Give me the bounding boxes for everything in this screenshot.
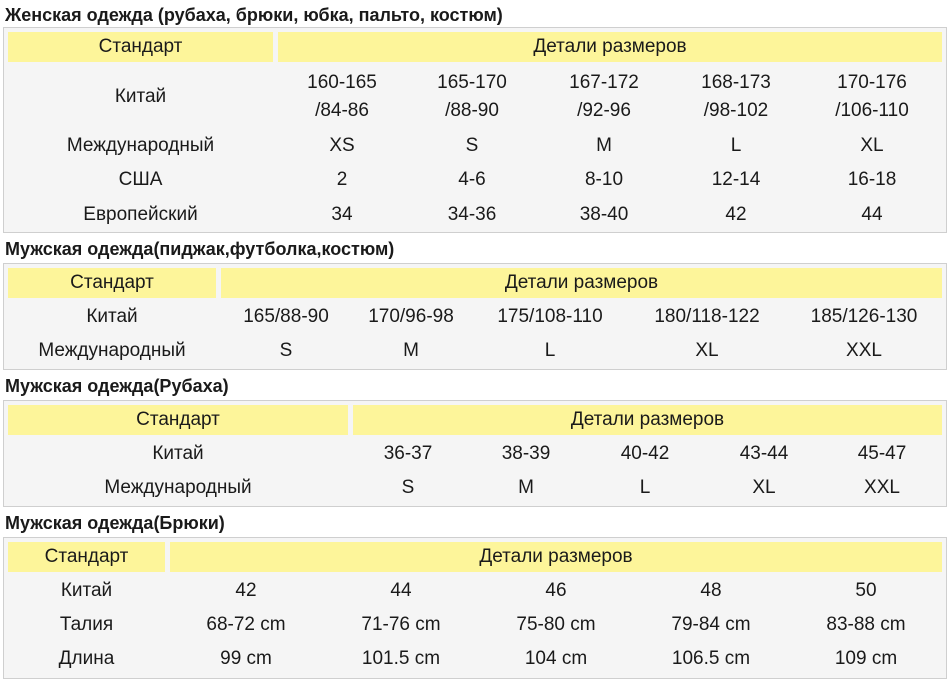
table-row-international bbox=[4, 471, 946, 505]
size-cell: L bbox=[730, 135, 742, 156]
table-row-international bbox=[4, 334, 946, 368]
size-cell: XS bbox=[329, 135, 355, 156]
size-cell-line: 167-172 bbox=[569, 72, 639, 93]
size-cell: 8-10 bbox=[584, 169, 624, 190]
women-section-title: Женская одежда (рубаха, брюки, юбка, пальто, костюм) bbox=[5, 5, 503, 25]
size-cell: 79-84 cm bbox=[671, 614, 751, 635]
men-general-section-title: Мужская одежда(пиджак,футболка,костюм) bbox=[5, 239, 395, 259]
size-cell: 38-40 bbox=[579, 204, 629, 225]
table-row-china bbox=[4, 437, 946, 471]
size-cell-line: /92-96 bbox=[577, 100, 631, 121]
size-cell: M bbox=[403, 340, 419, 361]
size-cell bbox=[674, 66, 798, 128]
size-cell: 34-36 bbox=[447, 204, 497, 225]
table-row-international bbox=[4, 129, 946, 163]
men-shirt-section-title: Мужская одежда(Рубаха) bbox=[5, 376, 229, 396]
size-cell: S bbox=[401, 477, 415, 498]
header-size-details: Детали размеров bbox=[278, 32, 942, 62]
table-row-china bbox=[4, 300, 946, 334]
header-standard: Стандарт bbox=[8, 542, 165, 572]
size-cell: 50 bbox=[855, 580, 877, 601]
size-cell: 38-39 bbox=[501, 443, 551, 464]
row-label: Международный bbox=[104, 477, 252, 498]
men-pants-section-title: Мужская одежда(Брюки) bbox=[5, 513, 225, 533]
row-label: Китай bbox=[60, 580, 113, 601]
size-cell: 180/118-122 bbox=[654, 306, 760, 327]
table-row-china bbox=[4, 66, 946, 128]
size-cell bbox=[280, 66, 404, 128]
size-cell-line: 165-170 bbox=[437, 72, 507, 93]
size-cell bbox=[542, 66, 666, 128]
size-cell: S bbox=[279, 340, 293, 361]
row-label: Европейский bbox=[83, 204, 198, 225]
size-cell-line: /88-90 bbox=[445, 100, 499, 121]
men-general-size-table bbox=[3, 263, 947, 370]
size-cell: 42 bbox=[725, 204, 747, 225]
size-cell: XXL bbox=[864, 477, 900, 498]
table-row-length bbox=[4, 642, 946, 676]
size-cell: 170/96-98 bbox=[368, 306, 454, 327]
row-label: Китай bbox=[86, 306, 138, 327]
size-cell: 16-18 bbox=[847, 169, 897, 190]
size-cell: 40-42 bbox=[620, 443, 670, 464]
size-cell-line: /106-110 bbox=[835, 100, 909, 121]
women-table-header bbox=[8, 32, 942, 62]
size-cell-line: /98-102 bbox=[703, 100, 769, 121]
men-shirt-size-table bbox=[3, 400, 947, 507]
size-cell: 83-88 cm bbox=[826, 614, 906, 635]
size-cell: 99 cm bbox=[220, 648, 272, 669]
row-label: Международный bbox=[38, 340, 186, 361]
size-cell: 175/108-110 bbox=[497, 306, 603, 327]
table-row-china bbox=[4, 574, 946, 608]
row-label: США bbox=[118, 169, 163, 190]
size-cell: 101.5 cm bbox=[361, 648, 441, 669]
header-size-details: Детали размеров bbox=[170, 542, 942, 572]
size-cell: 75-80 cm bbox=[516, 614, 596, 635]
size-cell: 44 bbox=[390, 580, 412, 601]
header-standard: Стандарт bbox=[8, 268, 216, 298]
size-cell: XXL bbox=[846, 340, 882, 361]
size-cell: 68-72 cm bbox=[206, 614, 286, 635]
table-row-waist bbox=[4, 608, 946, 642]
row-label: Китай bbox=[152, 443, 204, 464]
size-cell bbox=[410, 66, 534, 128]
size-cell: 165/88-90 bbox=[243, 306, 329, 327]
size-cell-line: 170-176 bbox=[837, 72, 907, 93]
size-cell: 12-14 bbox=[711, 169, 761, 190]
size-cell: XL bbox=[752, 477, 776, 498]
size-cell: 45-47 bbox=[857, 443, 907, 464]
header-size-details: Детали размеров bbox=[221, 268, 942, 298]
header-standard: Стандарт bbox=[8, 405, 348, 435]
size-cell: 36-37 bbox=[383, 443, 433, 464]
size-cell: XL bbox=[860, 135, 884, 156]
size-cell: M bbox=[518, 477, 534, 498]
men-pants-size-table bbox=[3, 537, 947, 679]
size-cell: 42 bbox=[235, 580, 257, 601]
size-cell: 43-44 bbox=[739, 443, 789, 464]
size-cell: M bbox=[596, 135, 612, 156]
size-cell: 104 cm bbox=[524, 648, 588, 669]
men-pants-table-header bbox=[8, 542, 942, 572]
row-label: Длина bbox=[58, 648, 115, 669]
size-cell: 34 bbox=[331, 204, 353, 225]
size-cell: XL bbox=[695, 340, 719, 361]
size-cell: 106.5 cm bbox=[671, 648, 751, 669]
women-size-table bbox=[3, 27, 947, 233]
row-label: Международный bbox=[66, 135, 215, 156]
size-cell: 109 cm bbox=[834, 648, 898, 669]
row-label: Китай bbox=[114, 86, 167, 107]
size-cell: 46 bbox=[545, 580, 567, 601]
size-cell: S bbox=[465, 135, 479, 156]
size-cell: 185/126-130 bbox=[810, 306, 918, 327]
size-cell-line: 160-165 bbox=[307, 72, 377, 93]
size-cell: 2 bbox=[336, 169, 348, 190]
table-row-usa bbox=[4, 163, 946, 197]
header-standard: Стандарт bbox=[8, 32, 273, 62]
size-cell: L bbox=[544, 340, 556, 361]
size-cell: 48 bbox=[700, 580, 722, 601]
size-cell: L bbox=[639, 477, 651, 498]
table-row-europe bbox=[4, 198, 946, 232]
size-cell-line: /84-86 bbox=[315, 100, 369, 121]
men-general-table-header bbox=[8, 268, 942, 298]
row-label: Талия bbox=[59, 614, 114, 635]
size-cell bbox=[810, 66, 934, 128]
size-cell: 71-76 cm bbox=[361, 614, 441, 635]
size-cell: 4-6 bbox=[458, 169, 486, 190]
men-shirt-table-header bbox=[8, 405, 942, 435]
size-cell-line: 168-173 bbox=[701, 72, 771, 93]
header-size-details: Детали размеров bbox=[353, 405, 942, 435]
size-cell: 44 bbox=[861, 204, 883, 225]
